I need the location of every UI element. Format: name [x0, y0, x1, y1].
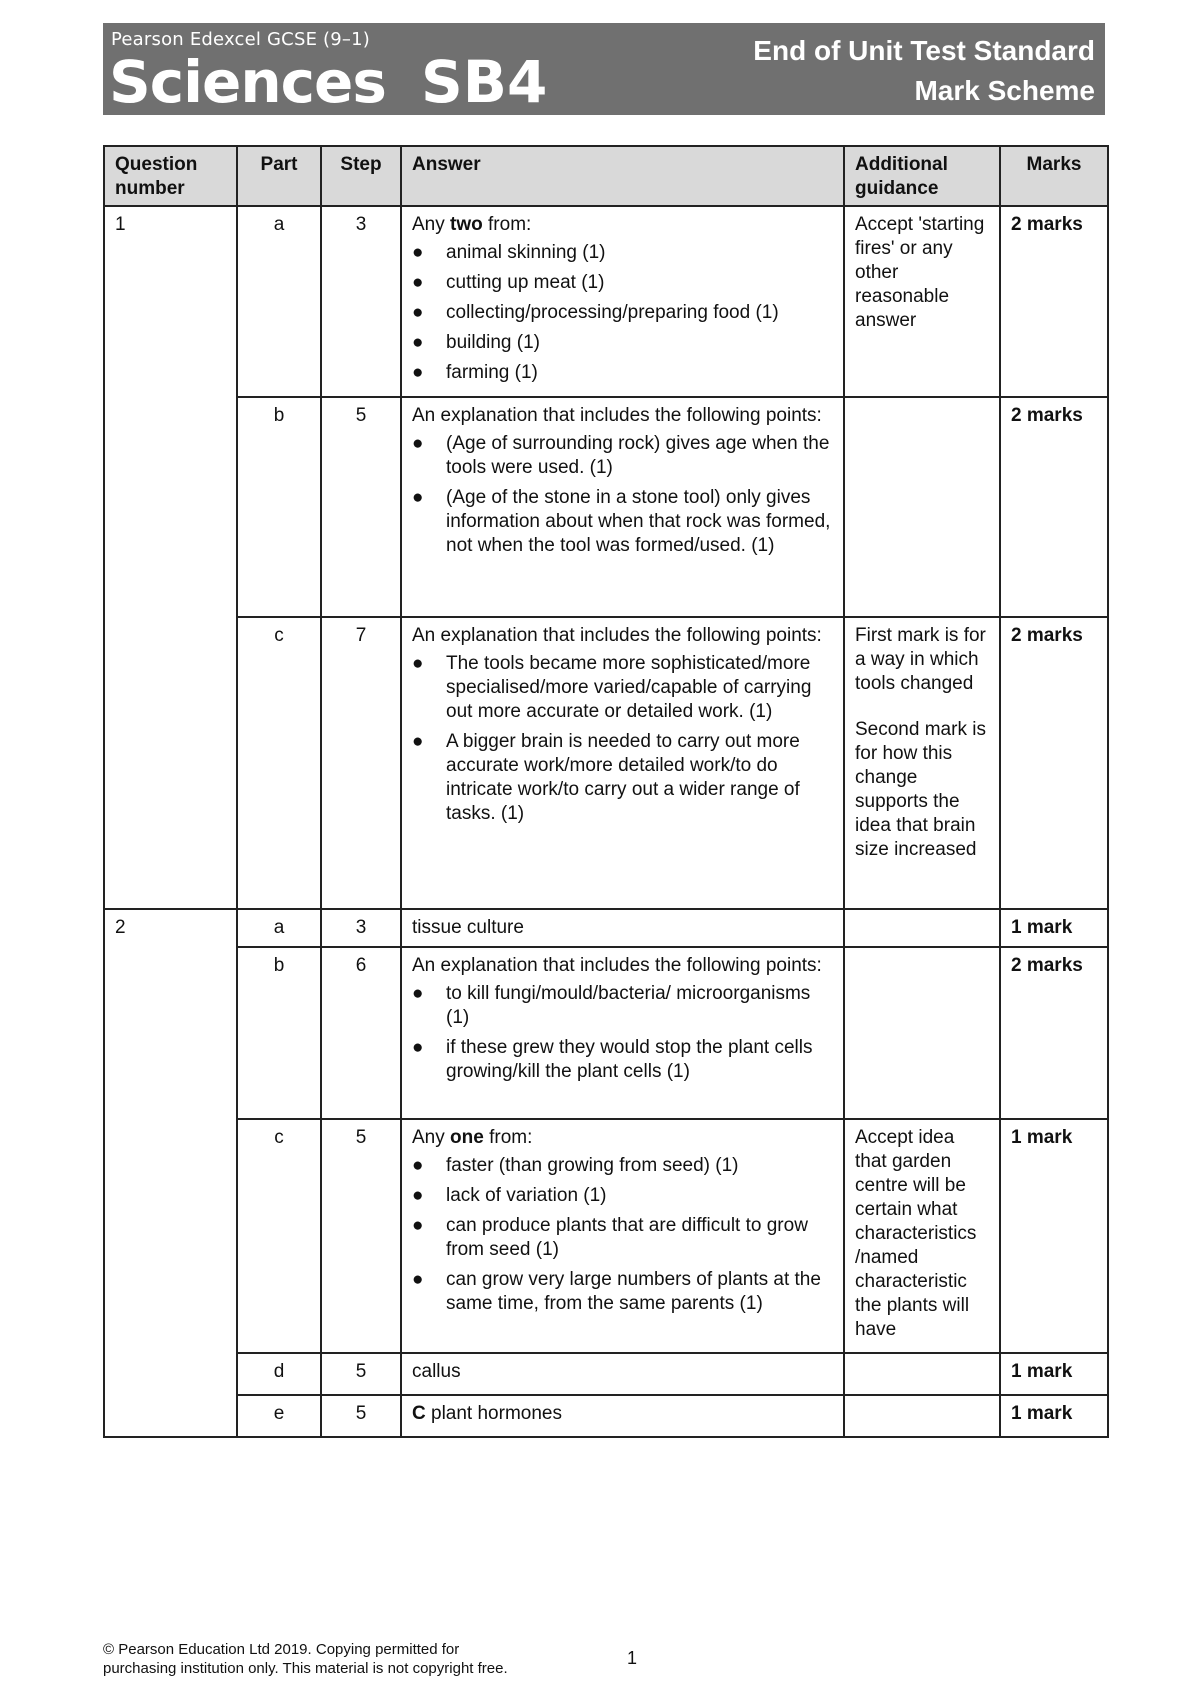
part-cell: a: [237, 206, 321, 397]
list-item: ● if these grew they would stop the plant cells growing/kill the plant cells (1): [412, 1037, 813, 1082]
part-cell: c: [237, 1119, 321, 1353]
table-row: [104, 909, 1108, 947]
list-item: ● can grow very large numbers of plants at the same time, from the same parents (1): [412, 1269, 821, 1314]
list-item: ● collecting/processing/preparing food (1): [412, 302, 779, 323]
answer-intro: An explanation that includes the following points:: [412, 405, 822, 426]
bullet-icon: ●: [412, 272, 424, 293]
answer-intro: An explanation that includes the following points:: [412, 955, 822, 976]
part-cell: e: [237, 1395, 321, 1437]
marks-cell: 2 marks: [1000, 397, 1108, 617]
page-number: 1: [627, 1648, 638, 1668]
table-header-row: [104, 146, 1108, 206]
step-cell: 3: [321, 909, 401, 947]
table-row: [104, 1353, 1108, 1395]
copyright-line-2: purchasing institution only. This material is not copyright free.: [103, 1660, 508, 1677]
marks-cell: 1 mark: [1000, 1395, 1108, 1437]
answer-points: [412, 652, 833, 826]
sciences-wordmark: Sciences: [109, 48, 386, 116]
list-item: ● faster (than growing from seed) (1): [412, 1155, 739, 1176]
list-item: ● The tools became more sophisticated/more specialised/more varied/capable of carrying out more accurate or detailed work. (1): [412, 653, 812, 722]
marks-cell: 1 mark: [1000, 1353, 1108, 1395]
answer-cell: [401, 1119, 844, 1353]
bullet-icon: ●: [412, 362, 424, 383]
bullet-icon: ●: [412, 1185, 424, 1206]
part-cell: d: [237, 1353, 321, 1395]
answer-points: [412, 982, 833, 1084]
answer-intro: Any two from:: [412, 214, 532, 235]
question-number-cell: 1: [104, 206, 237, 909]
document-title: End of Unit Test Standard: [753, 35, 1095, 66]
header-banner: [103, 23, 1105, 115]
bullet-icon: ●: [412, 1155, 424, 1176]
header-part: Part: [237, 146, 321, 206]
list-item: ● cutting up meat (1): [412, 272, 605, 293]
step-cell: 3: [321, 206, 401, 397]
marks-cell: 1 mark: [1000, 1119, 1108, 1353]
answer-points: [412, 1154, 833, 1316]
list-item: ● animal skinning (1): [412, 242, 606, 263]
step-cell: 5: [321, 1353, 401, 1395]
answer-cell: [401, 947, 844, 1119]
step-cell: 7: [321, 617, 401, 909]
marks-cell: 2 marks: [1000, 947, 1108, 1119]
answer-cell: [401, 397, 844, 617]
list-item: ● (Age of surrounding rock) gives age when the tools were used. (1): [412, 433, 830, 478]
part-cell: c: [237, 617, 321, 909]
guidance-cell: [844, 617, 1000, 909]
table-row: [104, 1119, 1108, 1353]
guidance-cell: [844, 947, 1000, 1119]
step-cell: 5: [321, 1395, 401, 1437]
bullet-icon: ●: [412, 1215, 424, 1236]
answer-points: [412, 241, 833, 385]
marks-cell: 1 mark: [1000, 909, 1108, 947]
unit-code: SB4: [421, 48, 548, 116]
marks-cell: 2 marks: [1000, 206, 1108, 397]
marks-cell: 2 marks: [1000, 617, 1108, 909]
guidance-first-mark: First mark is for a way in which tools changed: [855, 625, 986, 694]
footer-copyright: [103, 1640, 508, 1678]
part-cell: a: [237, 909, 321, 947]
header-marks: Marks: [1000, 146, 1108, 206]
part-cell: b: [237, 947, 321, 1119]
guidance-cell: [844, 909, 1000, 947]
part-cell: b: [237, 397, 321, 617]
guidance-cell: Accept idea that garden centre will be certain what characteristics /named characteristic the plants will have: [844, 1119, 1000, 1353]
bullet-icon: ●: [412, 653, 424, 674]
list-item: ● to kill fungi/mould/bacteria/ microorganisms (1): [412, 983, 811, 1028]
answer-points: [412, 432, 833, 558]
table-row: [104, 1395, 1108, 1437]
list-item: ● farming (1): [412, 362, 538, 383]
brand-line: Pearson Edexcel GCSE (9–1): [111, 29, 371, 50]
guidance-second-mark: Second mark is for how this change supports the idea that brain size increased: [855, 719, 986, 860]
list-item: ● (Age of the stone in a stone tool) only gives information about when that rock was formed, not when the tool was formed/used. (1): [412, 487, 831, 556]
header-answer: Answer: [401, 146, 844, 206]
header-step: Step: [321, 146, 401, 206]
table-row: [104, 617, 1108, 909]
header-question-number: Question number: [104, 146, 237, 206]
answer-cell: [401, 1395, 844, 1437]
answer-cell: callus: [401, 1353, 844, 1395]
bullet-icon: ●: [412, 731, 424, 752]
list-item: ● A bigger brain is needed to carry out more accurate work/more detailed work/to do intricate work/to carry out a wider range of tasks. (1): [412, 731, 800, 824]
bullet-icon: ●: [412, 302, 424, 323]
answer-text: plant hormones: [425, 1403, 562, 1424]
answer-option-letter: C: [412, 1403, 426, 1424]
step-cell: 5: [321, 1119, 401, 1353]
guidance-cell: [844, 1353, 1000, 1395]
bullet-icon: ●: [412, 487, 424, 508]
answer-cell: tissue culture: [401, 909, 844, 947]
bullet-icon: ●: [412, 433, 424, 454]
answer-intro: An explanation that includes the following points:: [412, 625, 822, 646]
bullet-icon: ●: [412, 983, 424, 1004]
bullet-icon: ●: [412, 242, 424, 263]
step-cell: 6: [321, 947, 401, 1119]
header-guidance: Additional guidance: [844, 146, 1000, 206]
step-cell: 5: [321, 397, 401, 617]
list-item: ● can produce plants that are difficult to grow from seed (1): [412, 1215, 808, 1260]
list-item: ● lack of variation (1): [412, 1185, 607, 1206]
mark-scheme-table: [103, 145, 1109, 1438]
answer-cell: [401, 617, 844, 909]
answer-intro: Any one from:: [412, 1127, 533, 1148]
question-number-cell: 2: [104, 909, 237, 1437]
list-item: ● building (1): [412, 332, 540, 353]
answer-cell: [401, 206, 844, 397]
table-row: [104, 947, 1108, 1119]
guidance-cell: Accept 'starting fires' or any other reasonable answer: [844, 206, 1000, 397]
table-row: [104, 397, 1108, 617]
copyright-line-1: © Pearson Education Ltd 2019. Copying permitted for: [103, 1641, 460, 1658]
bullet-icon: ●: [412, 1037, 424, 1058]
guidance-cell: [844, 1395, 1000, 1437]
document-subtitle: Mark Scheme: [914, 75, 1095, 106]
bullet-icon: ●: [412, 332, 424, 353]
guidance-cell: [844, 397, 1000, 617]
table-row: [104, 206, 1108, 397]
bullet-icon: ●: [412, 1269, 424, 1290]
